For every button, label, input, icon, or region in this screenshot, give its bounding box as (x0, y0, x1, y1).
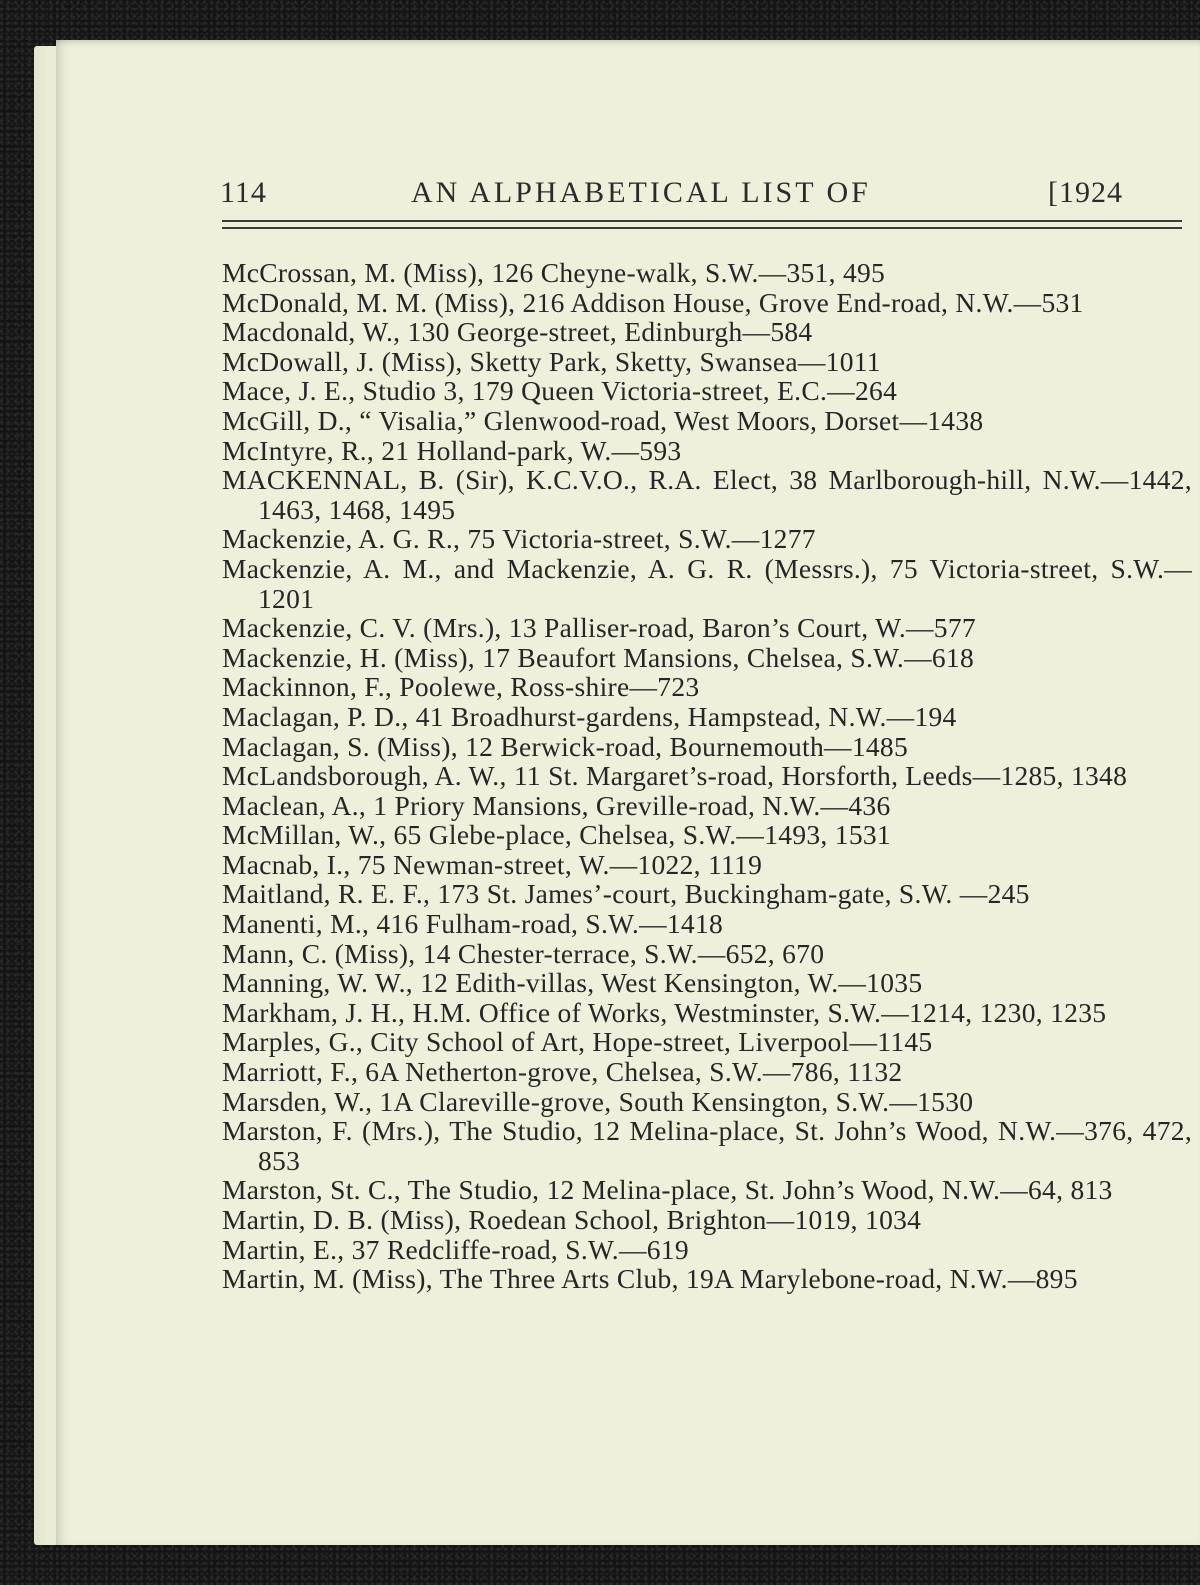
directory-entry: Marsden, W., 1A Clareville-grove, South Kensington, S.W.—1530 (222, 1085, 974, 1117)
directory-entry: Mackinnon, F., Poolewe, Ross-shire—723 (222, 671, 700, 703)
directory-entry: McCrossan, M. (Miss), 126 Cheyne-walk, S.W.—351, 495 (222, 257, 886, 288)
directory-entry: McIntyre, R., 21 Holland-park, W.—593 (222, 434, 682, 466)
directory-entry: McDowall, J. (Miss), Sketty Park, Sketty, Swansea—1011 (222, 345, 881, 377)
directory-entry: Martin, M. (Miss), The Three Arts Club, 19A Marylebone-road, N.W.—895 (222, 1263, 1078, 1295)
directory-entry: Macnab, I., 75 Newman-street, W.—1022, 1119 (222, 848, 763, 880)
directory-entry: Marston, F. (Mrs.), The Studio, 12 Melina-place, St. John’s Wood, N.W.—376, 472, 853 (222, 1115, 1192, 1176)
directory-entry: Maclagan, P. D., 41 Broadhurst-gardens, Hampstead, N.W.—194 (222, 700, 957, 732)
directory-entry: Mackenzie, H. (Miss), 17 Beaufort Mansions, Chelsea, S.W.—618 (222, 641, 975, 673)
directory-entry: Maclagan, S. (Miss), 12 Berwick-road, Bournemouth—1485 (222, 730, 909, 762)
directory-entry: Markham, J. H., H.M. Office of Works, Westminster, S.W.—1214, 1230, 1235 (222, 996, 1107, 1028)
header-rule (222, 220, 1182, 222)
directory-entry: Mace, J. E., Studio 3, 179 Queen Victoria-street, E.C.—264 (222, 375, 898, 407)
directory-entry: McMillan, W., 65 Glebe-place, Chelsea, S.W.—1493, 1531 (222, 819, 891, 851)
directory-entry: Marston, St. C., The Studio, 12 Melina-place, St. John’s Wood, N.W.—64, 813 (222, 1174, 1113, 1206)
directory-entry: Mackenzie, A. G. R., 75 Victoria-street, S.W.—1277 (222, 523, 816, 555)
directory-entry: Mackenzie, A. M., and Mackenzie, A. G. R. (Messrs.), 75 Victoria-street, S.W.—1201 (222, 552, 1192, 614)
page-number: 114 (220, 176, 267, 209)
directory-entry: Marriott, F., 6A Netherton-grove, Chelsea, S.W.—786, 1132 (222, 1056, 903, 1088)
directory-entry: Marples, G., City School of Art, Hope-street, Liverpool—1145 (222, 1026, 933, 1058)
directory-entry: McDonald, M. M. (Miss), 216 Addison House, Grove End-road, N.W.—531 (222, 286, 1084, 318)
directory-entry: MACKENNAL, B. (Sir), K.C.V.O., R.A. Elect, 38 Marlborough-hill, N.W.—1442, 1463, 1468, 1495 (222, 464, 1192, 525)
directory-entry: Manenti, M., 416 Fulham-road, S.W.—1418 (222, 908, 724, 940)
directory-entry: Mann, C. (Miss), 14 Chester-terrace, S.W.—652, 670 (222, 937, 825, 969)
directory-entry: McGill, D., “ Visalia,” Glenwood-road, West Moors, Dorset—1438 (222, 404, 984, 436)
book-page (56, 40, 1200, 1545)
directory-list (222, 258, 1192, 1294)
directory-entry: Martin, E., 37 Redcliffe-road, S.W.—619 (222, 1233, 689, 1265)
directory-entry: Mackenzie, C. V. (Mrs.), 13 Palliser-road, Baron’s Court, W.—577 (222, 612, 976, 644)
directory-entry: Manning, W. W., 12 Edith-villas, West Kensington, W.—1035 (222, 967, 923, 999)
page-header (56, 40, 1200, 240)
year-label: [1924 (1048, 176, 1123, 209)
directory-entry: Maclean, A., 1 Priory Mansions, Greville-road, N.W.—436 (222, 789, 891, 821)
header-rule (222, 227, 1182, 229)
directory-entry: Maitland, R. E. F., 173 St. James’-court, Buckingham-gate, S.W. —245 (222, 878, 1030, 910)
directory-entry: McLandsborough, A. W., 11 St. Margaret’s-road, Horsforth, Leeds—1285, 1348 (222, 760, 1128, 792)
running-title: AN ALPHABETICAL LIST OF (411, 176, 871, 209)
directory-entry: Martin, D. B. (Miss), Roedean School, Brighton—1019, 1034 (222, 1204, 922, 1235)
directory-entry: Macdonald, W., 130 George-street, Edinburgh—584 (222, 316, 813, 348)
